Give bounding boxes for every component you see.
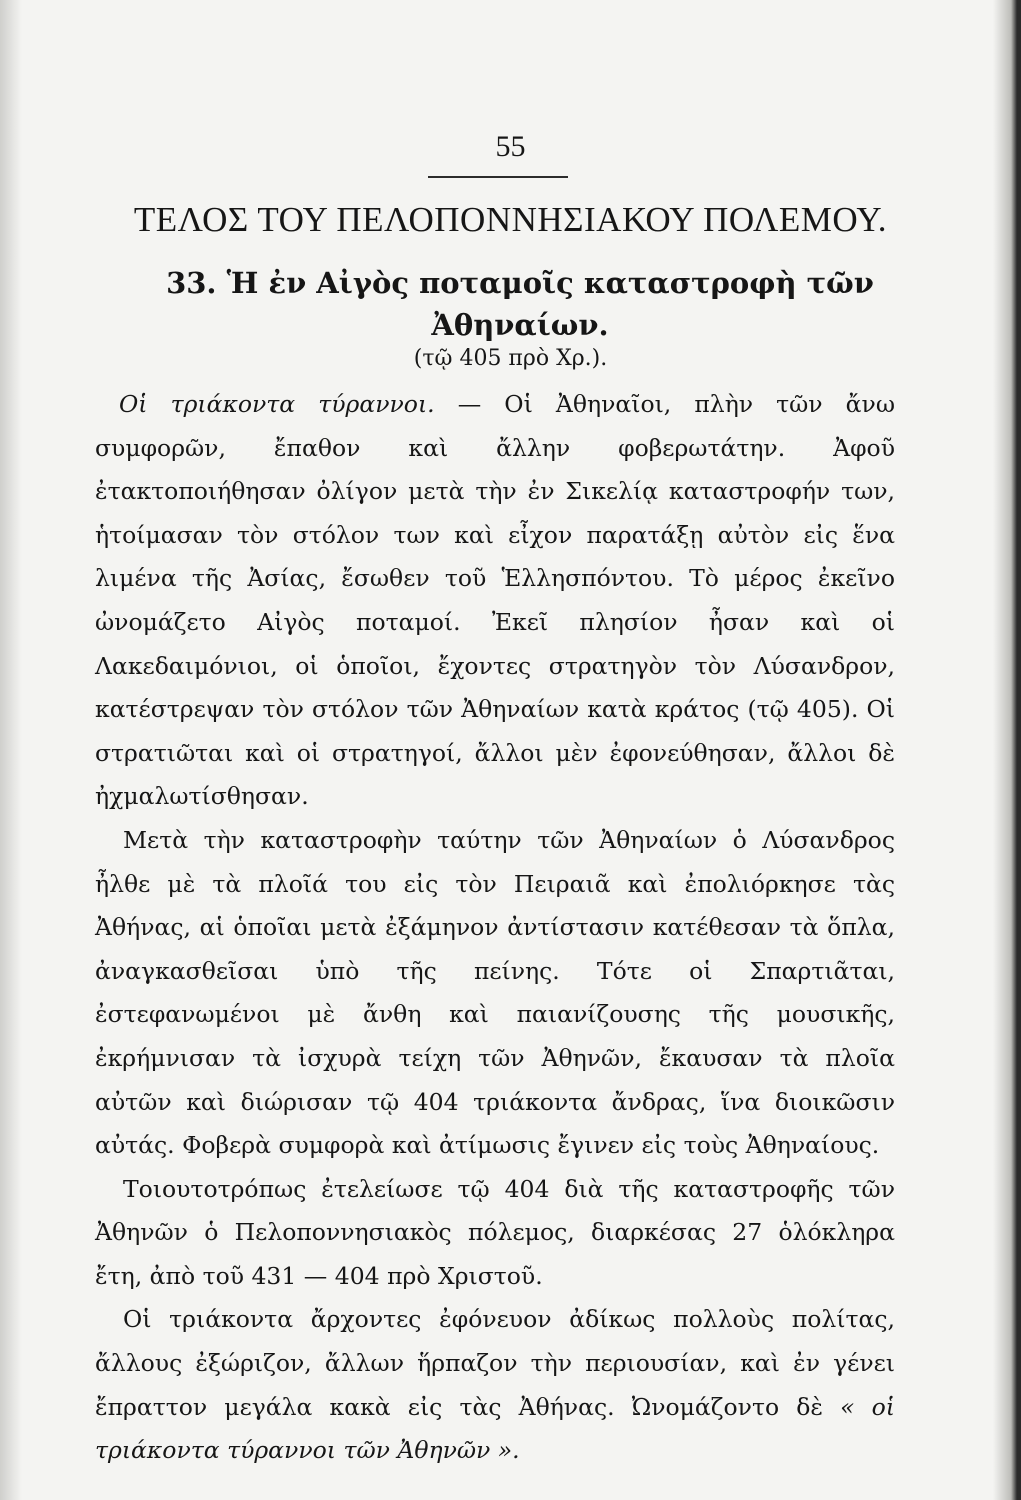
- chapter-date: (τῷ 405 πρὸ Χρ.).: [413, 346, 608, 371]
- paragraph-2: Μετὰ τὴν καταστροφὴν ταύτην τῶν Ἀθηναίων ὁ Λύσανδρος ἦλθε μὲ τὰ πλοῖά του εἰς τὸν Πειραιᾶ καὶ ἐπολιόρκησε τὰς Ἀθήνας, αἱ ὁποῖαι μετὰ ἐξάμηνον ἀντίστασιν κατέθεσαν τὰ ὅπλα, ἀναγκασθεῖσαι ὑπὸ τῆς πείνης. Τότε οἱ Σπαρτιᾶται, ἐστεφανωμένοι μὲ ἄνθη καὶ παιανίζουσης τῆς μουσικῆς, ἐκρήμνισαν τὰ ἰσχυρὰ τείχη τῶν Ἀθηνῶν, ἔκαυσαν τὰ πλοῖα αὐτῶν καὶ διώρισαν τῷ 404 τριάκοντα ἄνδρας, ἵνα διοικῶσιν αὐτάς. Φοβερὰ συμφορὰ καὶ ἀτίμωσις ἔγινεν εἰς τοὺς Ἀθηναίους.: [95, 825, 895, 1160]
- section-title: ΤΕΛΟΣ ΤΟΥ ΠΕΛΟΠΟΝΝΗΣΙΑΚΟΥ ΠΟΛΕΜΟΥ.: [133, 200, 888, 239]
- page-number-rule: [428, 176, 568, 178]
- paragraph-4-text: Οἱ τριάκοντα ἄρχοντες ἐφόνευον ἀδίκως πολλοὺς πολίτας, ἄλλους ἐξώριζον, ἄλλων ἥρπαζον τὴν περιουσίαν, καὶ ἐν γένει ἔπραττον μεγάλα κακὰ εἰς τὰς Ἀθήνας. Ὠνομάζοντο δὲ: [95, 1305, 895, 1421]
- page-number: 55: [495, 130, 526, 163]
- paragraph-3: Τοιουτοτρόπως ἐτελείωσε τῷ 404 διὰ τῆς καταστροφῆς τῶν Ἀθηνῶν ὁ Πελοποννησιακὸς πόλεμος, διαρκέσας 27 ὁλόκληρα ἔτη, ἀπὸ τοῦ 431 — 404 πρὸ Χριστοῦ.: [95, 1174, 895, 1290]
- body-text: [95, 383, 895, 1473]
- chapter-heading: 33. Ἡ ἐν Αἰγὸς ποταμοῖς καταστροφὴ τῶν Ἀθηναίων.: [166, 266, 874, 342]
- paragraph-1-lead: Οἱ τριάκοντα τύραννοι.: [119, 390, 435, 418]
- paragraph-4: [95, 1298, 895, 1472]
- paragraph-1: [95, 383, 895, 819]
- paragraph-1-text: — Οἱ Ἀθηναῖοι, πλὴν τῶν ἄνω συμφορῶν, ἔπαθον καὶ ἄλλην φοβερωτάτην. Ἀφοῦ ἐτακτοποιήθησαν ὀλίγον μετὰ τὴν ἐν Σικελίᾳ καταστροφήν των, ἡτοίμασαν τὸν στόλον των καὶ εἶχον παρατάξῃ αὐτὸν εἰς ἕνα λιμένα τῆς Ἀσίας, ἔσωθεν τοῦ Ἑλλησπόντου. Τὸ μέρος ἐκεῖνο ὠνομάζετο Αἰγὸς ποταμοί. Ἐκεῖ πλησίον ἦσαν καὶ οἱ Λακεδαιμόνιοι, οἱ ὁποῖοι, ἔχοντες στρατηγὸν τὸν Λύσανδρον, κατέστρεψαν τὸν στόλον τῶν Ἀθηναίων κατὰ κράτος (τῷ 405). Οἱ στρατιῶται καὶ οἱ στρατηγοί, ἄλλοι μὲν ἐφονεύθησαν, ἄλλοι δὲ ἠχμαλωτίσθησαν.: [95, 390, 895, 811]
- paragraph-4-quote: « οἱ τριάκοντα τύραννοι τῶν Ἀθηνῶν ».: [95, 1392, 895, 1465]
